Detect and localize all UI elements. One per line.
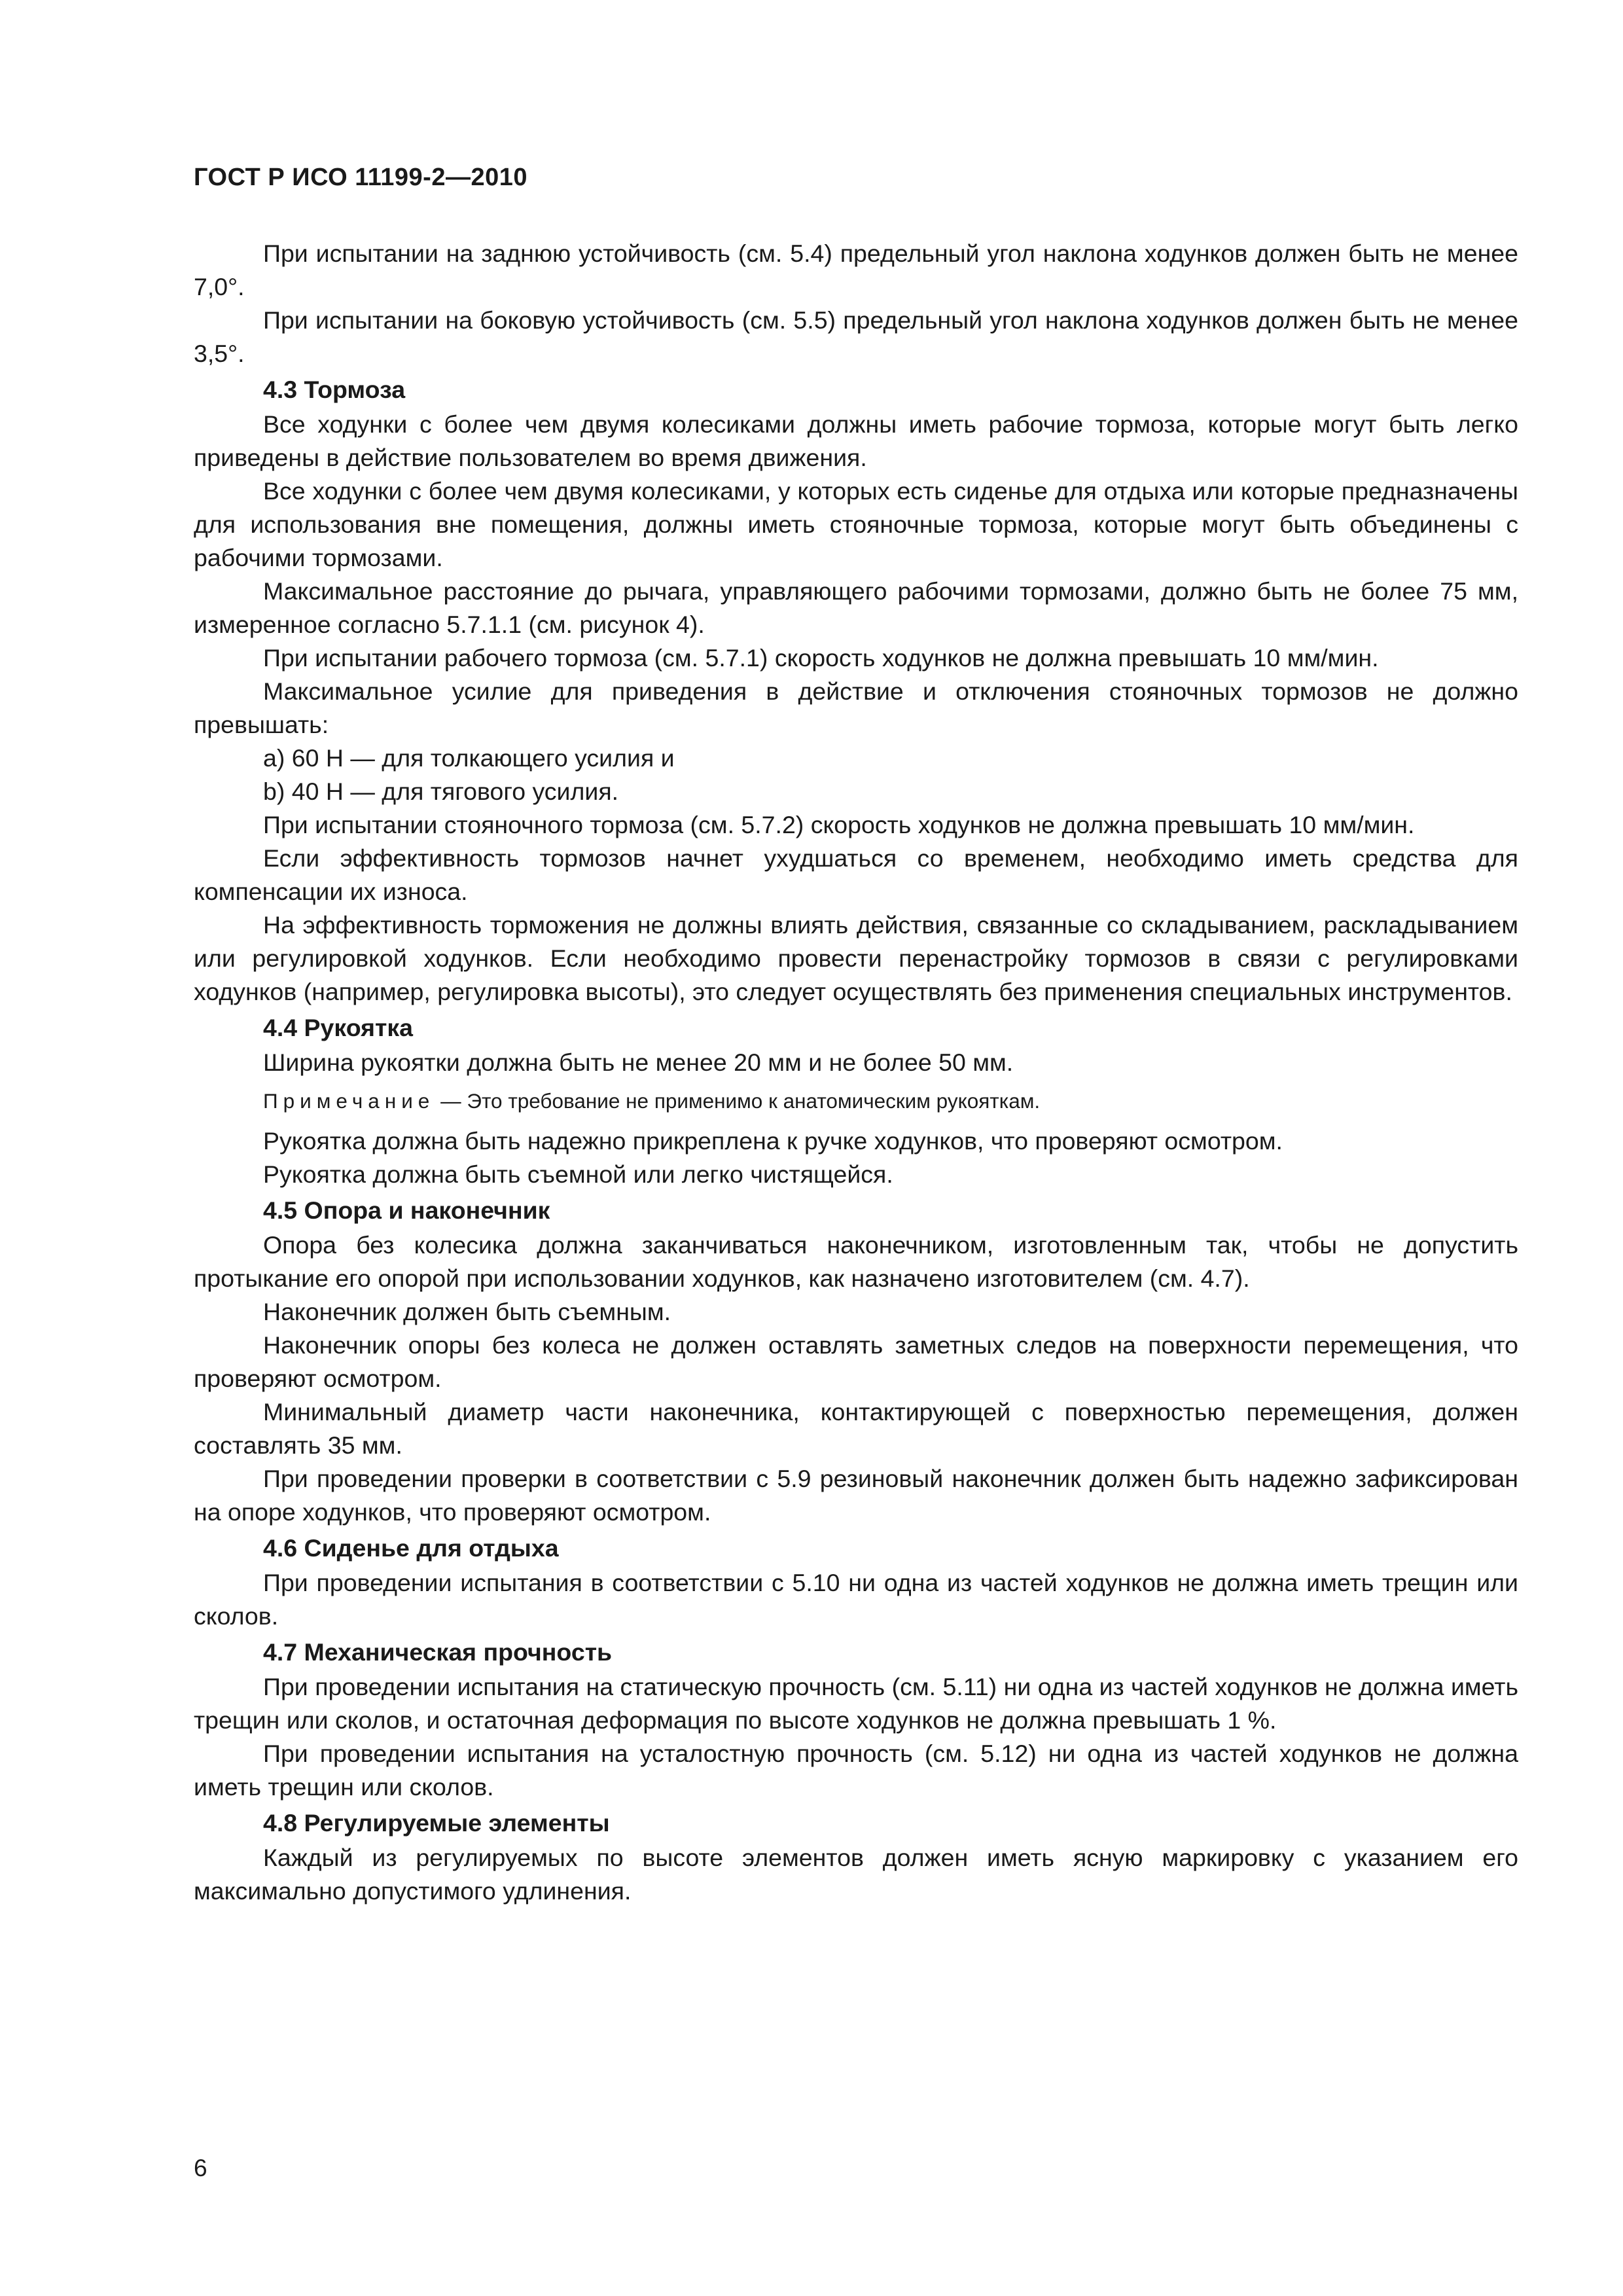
section-heading-4-8: 4.8 Регулируемые элементы — [263, 1809, 610, 1837]
note — [194, 1085, 1518, 1118]
section-heading-4-4: 4.4 Рукоятка — [263, 1014, 413, 1041]
document-body — [194, 237, 1518, 1908]
paragraph: Все ходунки с более чем двумя колесиками, у которых есть сиденье для отдыха или которые предназначены для использования вне помещения, должны иметь стояночные тормоза, которые могут быть объединены с рабочими тормозами. — [194, 477, 1518, 571]
paragraph: Рукоятка должна быть надежно прикреплена к ручке ходунков, что проверяют осмотром. — [263, 1127, 1283, 1155]
paragraph: Максимальное усилие для приведения в действие и отключения стояночных тормозов не должно превышать: — [194, 677, 1518, 738]
note-text: — Это требование не применимо к анатомическим рукояткам. — [435, 1089, 1041, 1113]
paragraph: Каждый из регулируемых по высоте элементов должен иметь ясную маркировку с указанием его максимально допустимого удлинения. — [194, 1844, 1518, 1905]
page-number: 6 — [194, 2155, 207, 2181]
paragraph: При проведении испытания на усталостную прочность (см. 5.12) ни одна из частей ходунков не должна иметь трещин или сколов. — [194, 1740, 1518, 1801]
paragraph: Максимальное расстояние до рычага, управляющего рабочими тормозами, должно быть не более 75 мм, измеренное согласно 5.7.1.1 (см. рисунок 4). — [194, 577, 1518, 638]
paragraph: При проведении испытания на статическую прочность (см. 5.11) ни одна из частей ходунков не должна иметь трещин или сколов, и остаточная деформация по высоте ходунков не должна превышать 1 %. — [194, 1673, 1518, 1734]
paragraph: При испытании на заднюю устойчивость (см. 5.4) предельный угол наклона ходунков должен быть не менее 7,0°. — [194, 240, 1518, 300]
paragraph: При испытании рабочего тормоза (см. 5.7.1) скорость ходунков не должна превышать 10 мм/мин. — [263, 644, 1379, 672]
document-header-code: ГОСТ Р ИСО 11199-2—2010 — [194, 164, 527, 191]
section-heading-4-5: 4.5 Опора и наконечник — [263, 1196, 550, 1224]
section-heading-4-7: 4.7 Механическая прочность — [263, 1638, 613, 1666]
paragraph: Рукоятка должна быть съемной или легко чистящейся. — [263, 1160, 893, 1188]
note-label: Примечание — [263, 1089, 435, 1113]
paragraph: На эффективность торможения не должны влиять действия, связанные со складыванием, раскладыванием или регулировкой ходунков. Если необходимо провести перенастройку тормозов в связи с регулировками ходунков (например, регулировка высоты), это следует осуществлять без применения специальных инструментов. — [194, 911, 1518, 1005]
paragraph: Если эффективность тормозов начнет ухудшаться со временем, необходимо иметь средства для компенсации их износа. — [194, 844, 1518, 905]
paragraph: При проведении испытания в соответствии с 5.10 ни одна из частей ходунков не должна иметь трещин или сколов. — [194, 1569, 1518, 1630]
section-heading-4-6: 4.6 Сиденье для отдыха — [263, 1534, 559, 1562]
paragraph: При испытании стояночного тормоза (см. 5.7.2) скорость ходунков не должна превышать 10 мм/мин. — [263, 811, 1415, 838]
paragraph: Наконечник опоры без колеса не должен оставлять заметных следов на поверхности перемещения, что проверяют осмотром. — [194, 1331, 1518, 1392]
section-heading-4-3: 4.3 Тормоза — [263, 376, 406, 403]
paragraph: Минимальный диаметр части наконечника, контактирующей с поверхностью перемещения, должен составлять 35 мм. — [194, 1398, 1518, 1459]
list-item-a: a) 60 Н — для толкающего усилия и — [263, 744, 675, 772]
paragraph: Опора без колесика должна заканчиваться наконечником, изготовленным так, чтобы не допустить протыкание его опорой при использовании ходунков, как назначено изготовителем (см. 4.7). — [194, 1231, 1518, 1292]
paragraph: При испытании на боковую устойчивость (см. 5.5) предельный угол наклона ходунков должен быть не менее 3,5°. — [194, 306, 1518, 367]
paragraph: Все ходунки с более чем двумя колесиками должны иметь рабочие тормоза, которые могут быть легко приведены в действие пользователем во время движения. — [194, 410, 1518, 471]
paragraph: При проведении проверки в соответствии с 5.9 резиновый наконечник должен быть надежно зафиксирован на опоре ходунков, что проверяют осмотром. — [194, 1465, 1518, 1526]
list-item-b: b) 40 Н — для тягового усилия. — [263, 778, 619, 805]
paragraph: Ширина рукоятки должна быть не менее 20 мм и не более 50 мм. — [263, 1049, 1014, 1076]
paragraph: Наконечник должен быть съемным. — [263, 1298, 671, 1325]
